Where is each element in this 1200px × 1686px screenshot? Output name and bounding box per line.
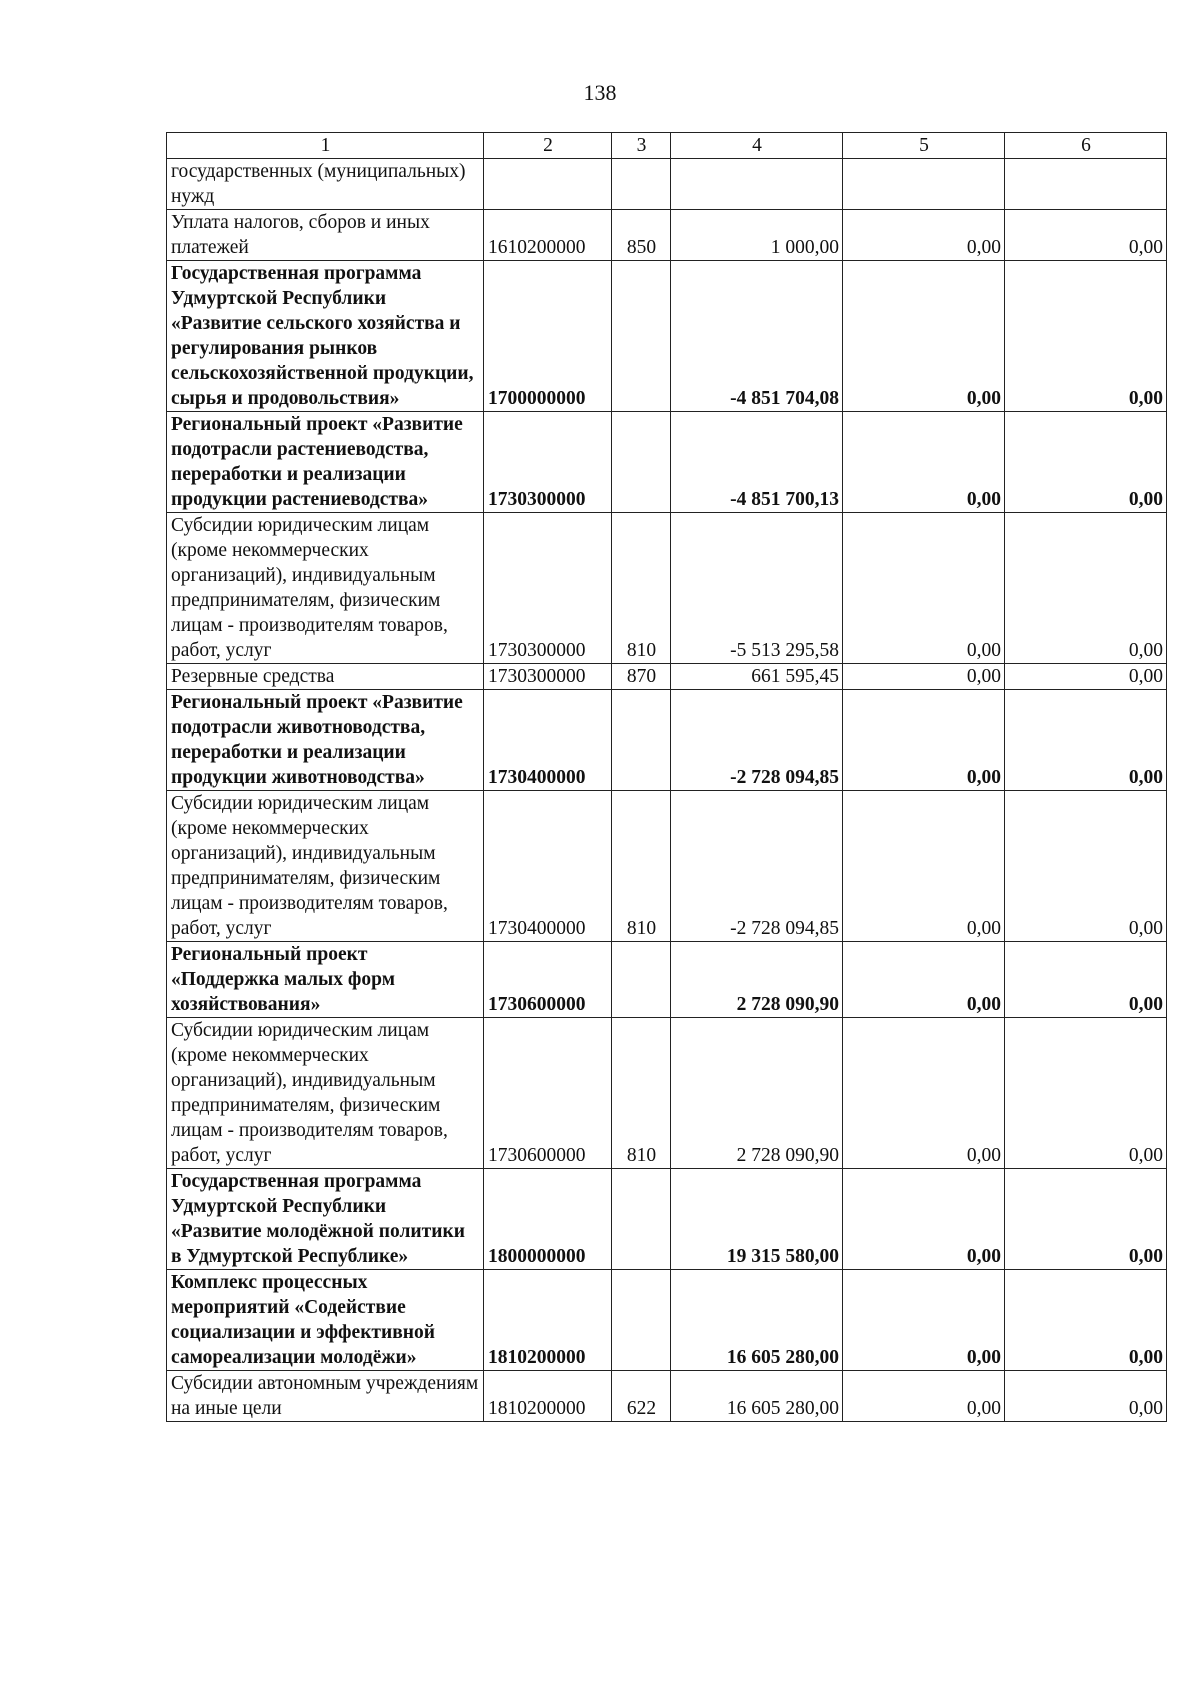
- table-row: [167, 1371, 1167, 1422]
- row-amount-6: [1005, 159, 1167, 210]
- row-name: Субсидии юридическим лицам (кроме некоммерческих организаций), индивидуальным предпринимателям, физическим лицам - производителям товаров, работ, услуг: [167, 513, 484, 664]
- row-expense-type: 810: [612, 513, 671, 664]
- row-amount-4: 2 728 090,90: [671, 942, 843, 1018]
- row-name: Государственная программа Удмуртской Республики «Развитие молодёжной политики в Удмуртской Республике»: [167, 1169, 484, 1270]
- table-row: [167, 261, 1167, 412]
- column-header-2: 2: [484, 133, 612, 159]
- row-amount-5: 0,00: [843, 1169, 1005, 1270]
- row-amount-5: 0,00: [843, 1018, 1005, 1169]
- row-expense-type: [612, 690, 671, 791]
- row-amount-4: [671, 159, 843, 210]
- row-name: Уплата налогов, сборов и иных платежей: [167, 210, 484, 261]
- row-name: Региональный проект «Развитие подотрасли животноводства, переработки и реализации продукции животноводства»: [167, 690, 484, 791]
- table-row: [167, 513, 1167, 664]
- table-row: [167, 210, 1167, 261]
- row-code: 1730300000: [484, 412, 612, 513]
- column-header-5: 5: [843, 133, 1005, 159]
- row-amount-4: 661 595,45: [671, 664, 843, 690]
- table-row: [167, 690, 1167, 791]
- row-amount-5: 0,00: [843, 664, 1005, 690]
- row-name: Резервные средства: [167, 664, 484, 690]
- row-amount-5: 0,00: [843, 412, 1005, 513]
- table-row: [167, 1270, 1167, 1371]
- table-row: [167, 1169, 1167, 1270]
- table-row: [167, 942, 1167, 1018]
- row-name: Региональный проект «Развитие подотрасли растениеводства, переработки и реализации продукции растениеводства»: [167, 412, 484, 513]
- row-amount-6: 0,00: [1005, 261, 1167, 412]
- row-amount-6: 0,00: [1005, 664, 1167, 690]
- table-row: [167, 412, 1167, 513]
- row-amount-5: 0,00: [843, 210, 1005, 261]
- row-expense-type: [612, 1270, 671, 1371]
- row-amount-6: 0,00: [1005, 513, 1167, 664]
- row-name: Субсидии автономным учреждениям на иные цели: [167, 1371, 484, 1422]
- row-amount-5: 0,00: [843, 690, 1005, 791]
- row-name: Комплекс процессных мероприятий «Содействие социализации и эффективной самореализации молодёжи»: [167, 1270, 484, 1371]
- row-amount-6: 0,00: [1005, 1270, 1167, 1371]
- row-code: 1730300000: [484, 664, 612, 690]
- row-name: государственных (муниципальных) нужд: [167, 159, 484, 210]
- row-amount-4: -4 851 704,08: [671, 261, 843, 412]
- row-amount-5: 0,00: [843, 791, 1005, 942]
- row-amount-5: [843, 159, 1005, 210]
- row-amount-5: 0,00: [843, 1371, 1005, 1422]
- row-code: 1800000000: [484, 1169, 612, 1270]
- column-header-3: 3: [612, 133, 671, 159]
- row-expense-type: [612, 159, 671, 210]
- row-amount-4: 2 728 090,90: [671, 1018, 843, 1169]
- row-expense-type: 622: [612, 1371, 671, 1422]
- row-expense-type: [612, 261, 671, 412]
- row-code: 1730400000: [484, 690, 612, 791]
- table-row: [167, 791, 1167, 942]
- row-amount-6: 0,00: [1005, 412, 1167, 513]
- row-code: 1730400000: [484, 791, 612, 942]
- row-name: Субсидии юридическим лицам (кроме некоммерческих организаций), индивидуальным предпринимателям, физическим лицам - производителям товаров, работ, услуг: [167, 791, 484, 942]
- row-code: 1610200000: [484, 210, 612, 261]
- table-row: [167, 1018, 1167, 1169]
- row-amount-5: 0,00: [843, 261, 1005, 412]
- row-expense-type: [612, 1169, 671, 1270]
- row-expense-type: 810: [612, 791, 671, 942]
- row-amount-6: 0,00: [1005, 791, 1167, 942]
- row-amount-4: 19 315 580,00: [671, 1169, 843, 1270]
- row-amount-6: 0,00: [1005, 210, 1167, 261]
- row-amount-5: 0,00: [843, 942, 1005, 1018]
- row-amount-6: 0,00: [1005, 1169, 1167, 1270]
- row-amount-6: 0,00: [1005, 1018, 1167, 1169]
- page-number: 138: [583, 80, 617, 105]
- column-header-4: 4: [671, 133, 843, 159]
- row-expense-type: 810: [612, 1018, 671, 1169]
- row-name: Субсидии юридическим лицам (кроме некоммерческих организаций), индивидуальным предпринимателям, физическим лицам - производителям товаров, работ, услуг: [167, 1018, 484, 1169]
- row-amount-4: 1 000,00: [671, 210, 843, 261]
- row-amount-4: -2 728 094,85: [671, 690, 843, 791]
- column-header-6: 6: [1005, 133, 1167, 159]
- row-code: 1700000000: [484, 261, 612, 412]
- row-expense-type: 850: [612, 210, 671, 261]
- row-code: [484, 159, 612, 210]
- row-code: 1730600000: [484, 1018, 612, 1169]
- row-amount-6: 0,00: [1005, 690, 1167, 791]
- row-code: 1730600000: [484, 942, 612, 1018]
- column-header-1: 1: [167, 133, 484, 159]
- budget-table: [166, 132, 1167, 1422]
- row-code: 1810200000: [484, 1371, 612, 1422]
- row-amount-4: 16 605 280,00: [671, 1371, 843, 1422]
- row-amount-4: -2 728 094,85: [671, 791, 843, 942]
- row-amount-4: 16 605 280,00: [671, 1270, 843, 1371]
- table-header-row: [167, 133, 1167, 159]
- row-expense-type: [612, 942, 671, 1018]
- row-name: Региональный проект «Поддержка малых форм хозяйствования»: [167, 942, 484, 1018]
- row-amount-4: -4 851 700,13: [671, 412, 843, 513]
- row-expense-type: [612, 412, 671, 513]
- row-name: Государственная программа Удмуртской Республики «Развитие сельского хозяйства и регулирования рынков сельскохозяйственной продукции, сырья и продовольствия»: [167, 261, 484, 412]
- row-code: 1810200000: [484, 1270, 612, 1371]
- row-code: 1730300000: [484, 513, 612, 664]
- row-amount-5: 0,00: [843, 1270, 1005, 1371]
- row-amount-5: 0,00: [843, 513, 1005, 664]
- row-amount-6: 0,00: [1005, 942, 1167, 1018]
- row-expense-type: 870: [612, 664, 671, 690]
- table-row: [167, 159, 1167, 210]
- row-amount-4: -5 513 295,58: [671, 513, 843, 664]
- row-amount-6: 0,00: [1005, 1371, 1167, 1422]
- table-row: [167, 664, 1167, 690]
